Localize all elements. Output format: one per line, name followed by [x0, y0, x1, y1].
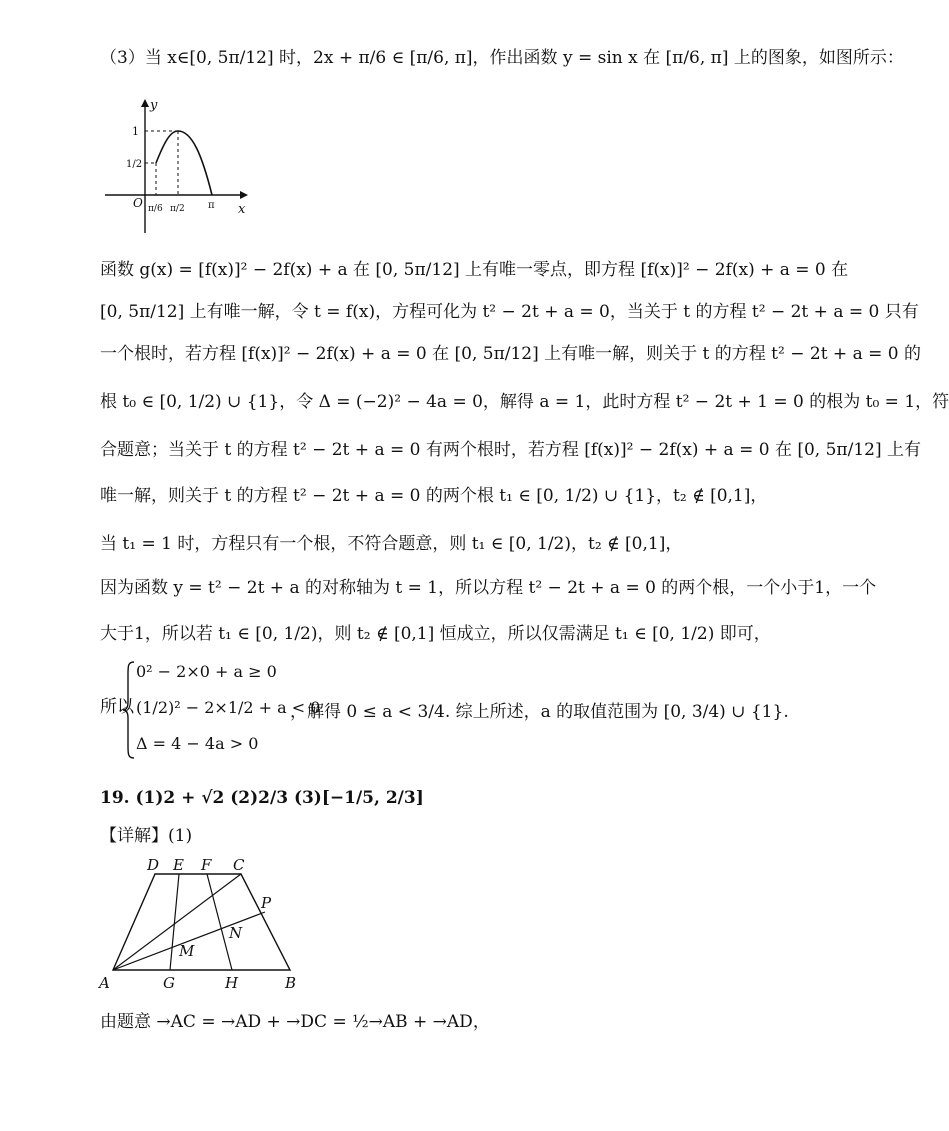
system-prefix: 所以 [100, 697, 134, 717]
text-line-10: 大于1，所以若 t₁ ∈ [0, 1/2)，则 t₂ ∉ [0,1] 恒成立，所以仅需满足 t₁ ∈ [0, 1/2) 即可， [100, 624, 771, 644]
text-line-7: 唯一解，则关于 t 的方程 t² − 2t + a = 0 的两个根 t₁ ∈ [0, 1/2) ∪ {1}，t₂ ∉ [0,1]， [100, 486, 768, 506]
graph-origin-label: O [133, 196, 143, 210]
point-B: B [285, 974, 297, 992]
graph-tick-half: 1/2 [126, 159, 143, 170]
text-last-line: 由题意 →AC = →AD + →DC = ½→AB + →AD， [100, 1012, 490, 1032]
system-eq-2: (1/2)² − 2×1/2 + a < 0 [136, 698, 321, 717]
text-line-9: 因为函数 y = t² − 2t + a 的对称轴为 t = 1，所以方程 t² − 2t + a = 0 的两个根，一个小于1，一个 [100, 578, 877, 598]
text-line-1: （3）当 x∈[0, 5π/12] 时，2x + π/6 ∈ [π/6, π]，作出函数 y = sin x 在 [π/6, π] 上的图象，如图所示： [100, 48, 904, 68]
x-axis-arrow-icon [240, 191, 248, 199]
text-line-8: 当 t₁ = 1 时，方程只有一个根，不符合题意，则 t₁ ∈ [0, 1/2)，t₂ ∉ [0,1]， [100, 534, 683, 554]
text-line-2: 函数 g(x) = [f(x)]² − 2f(x) + a 在 [0, 5π/12] 上有唯一零点，即方程 [f(x)]² − 2f(x) + a = 0 在 [100, 260, 849, 280]
point-D: D [147, 856, 160, 874]
point-C: C [233, 856, 245, 874]
point-G: G [163, 974, 175, 992]
text-line-6: 合题意；当关于 t 的方程 t² − 2t + a = 0 有两个根时，若方程 [f(x)]² − 2f(x) + a = 0 在 [0, 5π/12] 上有 [100, 440, 921, 460]
point-H: H [225, 974, 239, 992]
graph-x-label: x [238, 202, 246, 217]
detail-heading: 【详解】(1) [100, 826, 193, 846]
graph-y-label: y [150, 98, 158, 113]
y-axis-arrow-icon [141, 99, 149, 107]
text-line-3: [0, 5π/12] 上有唯一解，令 t = f(x)，方程可化为 t² − 2t + a = 0，当关于 t 的方程 t² − 2t + a = 0 只有 [100, 302, 919, 322]
trapezoid-ABCD [113, 874, 290, 970]
graph-tick-pi: π [208, 200, 215, 211]
graph-tick-pi2: π/2 [170, 204, 185, 214]
system-brace-icon [122, 660, 136, 760]
point-N: N [229, 924, 243, 942]
point-E: E [173, 856, 184, 874]
sine-curve [156, 131, 212, 195]
sine-graph [100, 95, 260, 235]
question-19-answers: 19. (1)2 + √2 (2)2/3 (3)[−1/5, 2/3] [100, 788, 424, 808]
system-conclusion: ，解得 0 ≤ a < 3/4. 综上所述，a 的取值范围为 [0, 3/4) ∪ {1}. [290, 702, 789, 722]
graph-tick-pi6: π/6 [148, 204, 163, 214]
point-F: F [201, 856, 212, 874]
text-line-4: 一个根时，若方程 [f(x)]² − 2f(x) + a = 0 在 [0, 5π/12] 上有唯一解，则关于 t 的方程 t² − 2t + a = 0 的 [100, 344, 921, 364]
system-eq-1: 0² − 2×0 + a ≥ 0 [136, 662, 277, 681]
point-A: A [99, 974, 110, 992]
text-line-5: 根 t₀ ∈ [0, 1/2) ∪ {1}，令 Δ = (−2)² − 4a = 0，解得 a = 1，此时方程 t² − 2t + 1 = 0 的根为 t₀ = 1，符 [100, 392, 949, 412]
point-P: P [261, 894, 272, 912]
point-M: M [179, 942, 195, 960]
system-eq-3: Δ = 4 − 4a > 0 [136, 734, 259, 753]
graph-tick-1: 1 [132, 125, 139, 138]
trapezoid-diagram [95, 852, 315, 997]
